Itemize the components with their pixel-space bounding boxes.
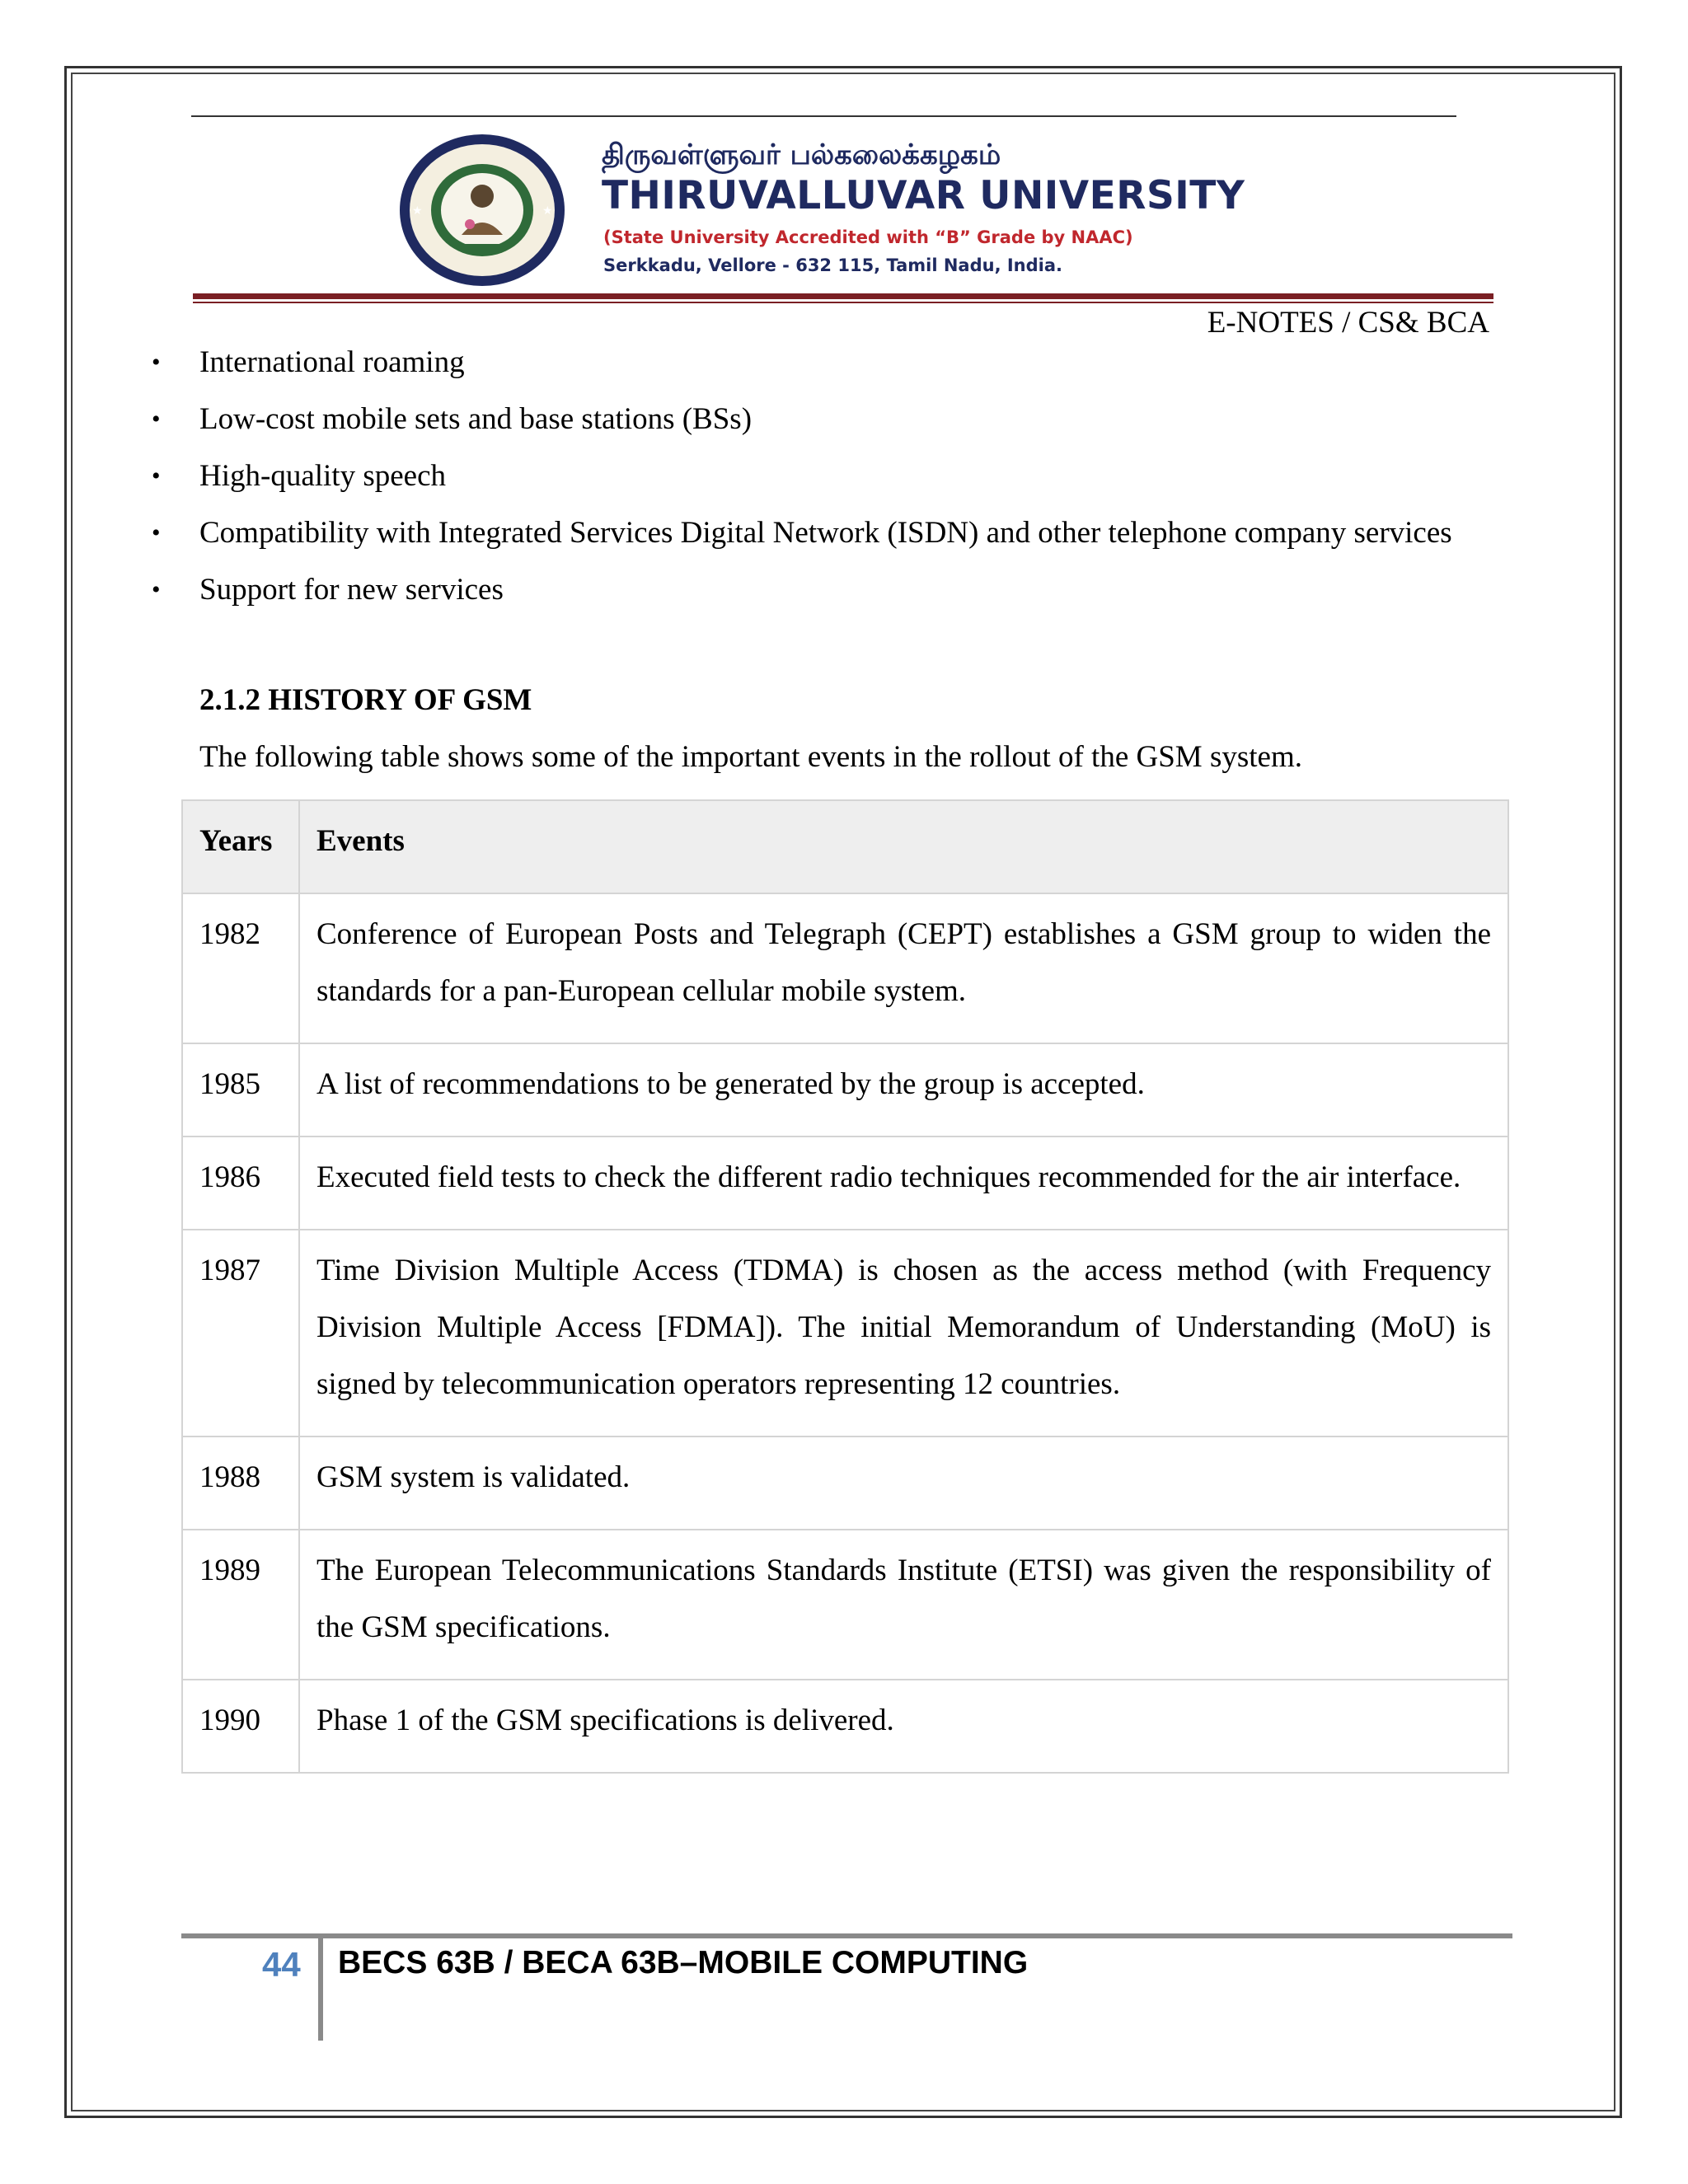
year-cell: 1986 [182, 1137, 299, 1230]
university-seal-logo [396, 132, 569, 288]
bullet-item [148, 561, 1492, 618]
accreditation-text: (State University Accredited with “B” Grade by NAAC) [603, 227, 1133, 247]
bullet-item [148, 391, 1492, 448]
bullet-text: International roaming [199, 345, 465, 379]
column-header-events: Events [299, 800, 1508, 893]
header-divider-thin [193, 302, 1493, 303]
table-row [182, 1043, 1508, 1137]
table-row [182, 1436, 1508, 1530]
bullet-icon: • [152, 349, 161, 376]
page-number: 44 [262, 1945, 301, 1984]
event-cell: Conference of European Posts and Telegraph (CEPT) establishes a GSM group to widen the standards for a pan-European cellular mobile system. [299, 893, 1508, 1043]
year-cell: 1989 [182, 1530, 299, 1680]
university-address: Serkkadu, Vellore - 632 115, Tamil Nadu, India. [603, 255, 1063, 275]
year-cell: 1985 [182, 1043, 299, 1137]
event-cell: Phase 1 of the GSM specifications is delivered. [299, 1680, 1508, 1773]
event-cell: A list of recommendations to be generated by the group is accepted. [299, 1043, 1508, 1137]
university-name: THIRUVALLUVAR UNIVERSITY [602, 173, 1245, 218]
bullet-icon: • [152, 519, 161, 546]
feature-bullet-list [148, 334, 1492, 618]
table-row [182, 1530, 1508, 1680]
bullet-icon: • [152, 405, 161, 433]
section-heading: 2.1.2 HISTORY OF GSM [199, 683, 532, 717]
header-divider [193, 293, 1493, 299]
event-cell: GSM system is validated. [299, 1436, 1508, 1530]
bullet-item [148, 334, 1492, 391]
bullet-text: Compatibility with Integrated Services Digital Network (ISDN) and other telephone company services [199, 516, 1452, 550]
document-tag: E-NOTES / CS& BCA [1207, 306, 1489, 340]
year-cell: 1982 [182, 893, 299, 1043]
bullet-text: High-quality speech [199, 459, 446, 493]
footer-divider [181, 1933, 1512, 1938]
gsm-history-table [181, 799, 1509, 1774]
year-cell: 1987 [182, 1230, 299, 1436]
footer-separator [318, 1938, 323, 2041]
university-header [396, 132, 1409, 297]
year-cell: 1988 [182, 1436, 299, 1530]
table-row [182, 1680, 1508, 1773]
course-title: BECS 63B / BECA 63B–MOBILE COMPUTING [338, 1945, 1029, 1980]
column-header-years: Years [182, 800, 299, 893]
bullet-icon: • [152, 462, 161, 490]
table-row [182, 893, 1508, 1043]
bullet-icon: • [152, 576, 161, 603]
bullet-item [148, 448, 1492, 504]
svg-text:★: ★ [542, 204, 553, 218]
svg-text:★: ★ [412, 204, 423, 218]
year-cell: 1990 [182, 1680, 299, 1773]
header-top-rule [191, 115, 1456, 117]
event-cell: Time Division Multiple Access (TDMA) is chosen as the access method (with Frequency Division Multiple Access [FDMA]). The initial Memorandum of Understanding (MoU) is signed by telecommunication operators representing 12 countries. [299, 1230, 1508, 1436]
bullet-item [148, 504, 1492, 561]
bullet-text: Low-cost mobile sets and base stations (BSs) [199, 402, 753, 436]
table-row [182, 1230, 1508, 1436]
bullet-text: Support for new services [199, 573, 504, 607]
section-intro: The following table shows some of the important events in the rollout of the GSM system. [199, 740, 1302, 774]
event-cell: Executed field tests to check the different radio techniques recommended for the air interface. [299, 1137, 1508, 1230]
table-row [182, 1137, 1508, 1230]
university-tamil-name: திருவள்ளுவர் பல்கலைக்கழகம் [602, 138, 1001, 171]
event-cell: The European Telecommunications Standards Institute (ETSI) was given the responsibility of the GSM specifications. [299, 1530, 1508, 1680]
table-header-row [182, 800, 1508, 893]
